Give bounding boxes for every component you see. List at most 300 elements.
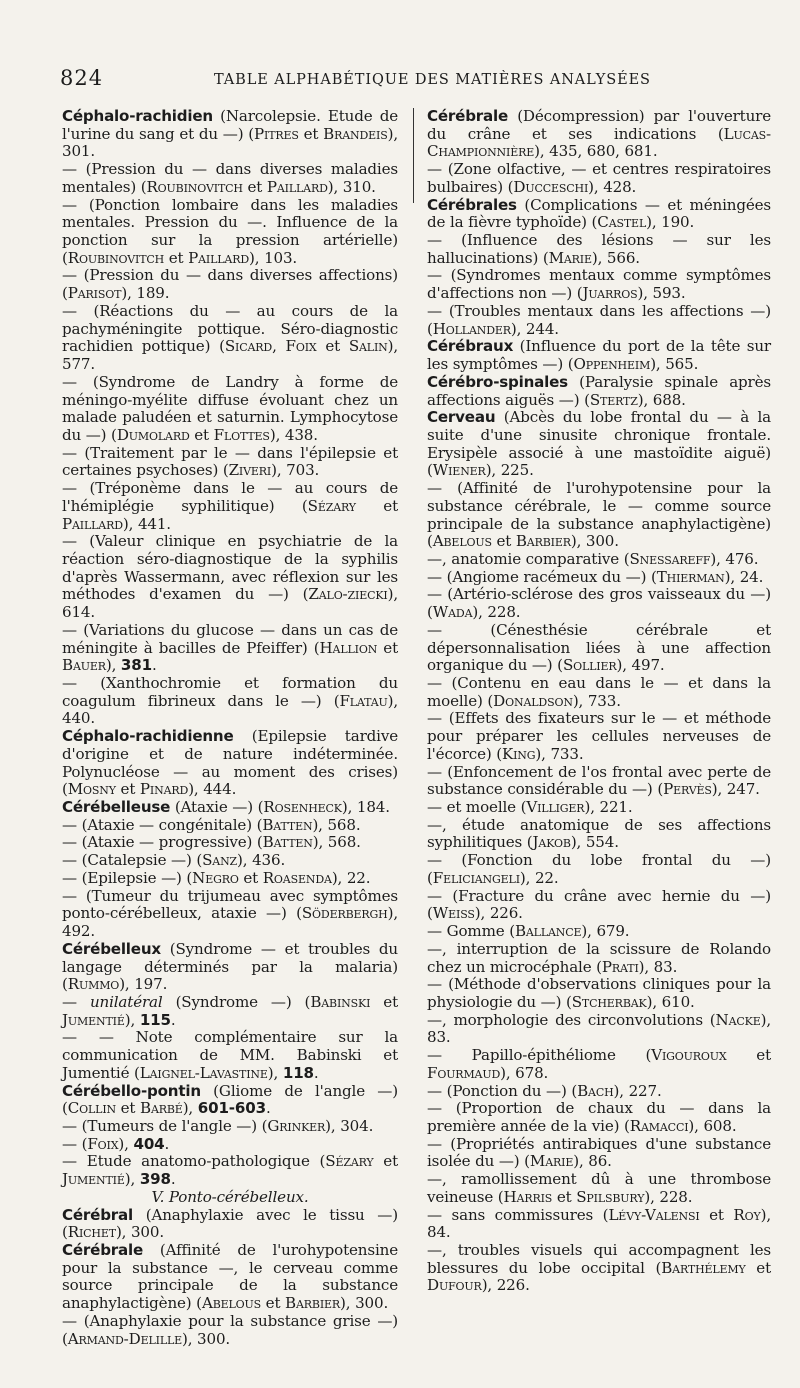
entry-text: et: [491, 532, 516, 551]
author-name: Pervès: [663, 780, 712, 799]
entry-text: ), 733.: [535, 744, 584, 763]
entry-text: ), 300.: [182, 1329, 231, 1348]
entry-text: et: [316, 337, 349, 356]
author-name: Wada: [432, 603, 473, 622]
entry-text: ), 444.: [188, 780, 237, 799]
entry-text: ), 225.: [485, 461, 534, 480]
entry-text: ), 300.: [570, 532, 619, 551]
entry-text: — (Ataxie — progressive) (: [62, 833, 263, 852]
entry-text: —, interruption de la scissure de Rolando chez un microcéphale (: [427, 939, 771, 976]
entry-headword: Céphalo-rachidienne: [62, 727, 234, 746]
author-name: Ballance: [514, 922, 582, 941]
entry-text: (Epilepsie tardive d'origine et de nature indéterminée. Polynucléose — au moment des crises) (: [62, 727, 398, 799]
author-name: Marie: [529, 1152, 574, 1171]
author-name: Richet: [67, 1223, 116, 1242]
entry-text: .: [170, 1010, 176, 1029]
author-name: Sézary: [307, 496, 356, 515]
author-name: Spilsbury: [576, 1187, 645, 1206]
author-name: Flatau: [339, 691, 388, 710]
entry-text: (Syndrome —) (: [162, 992, 311, 1011]
entry-text: — (Affinité de l'urohypotensine pour la substance cérébrale, le — comme source principale de la substance anaphylactigène) (: [427, 479, 771, 551]
entry-text: ), 227.: [613, 1081, 662, 1100]
entry-text: — (Influence des lésions — sur les hallucinations) (: [427, 231, 771, 267]
author-name: Ramacci: [629, 1116, 689, 1135]
author-name: Rosenheck: [263, 798, 342, 817]
entry-headword: Cérébraux: [427, 337, 514, 356]
index-entry: [62, 728, 398, 799]
author-name: Stertz: [589, 390, 638, 409]
entry-headword: Cérébelleux: [62, 939, 161, 958]
entry-text: et: [164, 248, 189, 267]
entry-text: ), 226.: [474, 904, 523, 923]
author-name: Bach: [577, 1081, 614, 1100]
entry-text: ), 476.: [710, 549, 759, 568]
entry-text: — (Fonction du lobe frontal du —) (: [427, 851, 771, 887]
index-entry: [62, 675, 398, 728]
author-name: Ducceschi: [513, 177, 589, 196]
index-entry: [62, 941, 398, 994]
entry-text: ,: [272, 337, 286, 356]
entry-text: (Ataxie —) (: [170, 798, 264, 817]
entry-text: et: [242, 177, 267, 196]
entry-text: ), 221.: [584, 798, 633, 817]
entry-text: — (Cénesthésie cérébrale et dépersonnalisation liées à une affection organique du —) (: [427, 620, 771, 675]
entry-text: ), 184.: [341, 798, 390, 817]
author-name: Roubinovitch: [67, 248, 165, 267]
index-entry: [427, 675, 771, 710]
entry-text: et: [189, 425, 214, 444]
entry-text: et: [726, 1046, 771, 1065]
index-entry: [62, 1313, 398, 1348]
author-name: Abelous: [432, 532, 492, 551]
entry-text: et: [552, 1187, 577, 1206]
entry-text: — (Syndrome de Landry à forme de méningo-myélite diffuse évoluant chez un malade paludéen et saturnin. Lymphocytose du —) (: [62, 372, 398, 444]
entry-text: ), 436.: [237, 851, 286, 870]
author-name: Juarros: [582, 284, 638, 303]
author-name: Barthélemy: [661, 1258, 746, 1277]
entry-text: ), 568.: [312, 815, 361, 834]
author-name: Donaldson: [493, 691, 573, 710]
index-entry: [427, 1242, 771, 1295]
entry-text: (Complications — et méningées de la fièvre typhoïde) (: [427, 195, 771, 232]
author-name: Sézary: [325, 1152, 374, 1171]
entry-text: ), 244.: [510, 319, 559, 338]
entry-text: (Anaphylaxie avec le tissu —) (: [62, 1205, 398, 1242]
entry-text: — (Xanthochromie et formation du coagulum fibrineux dans le —) (: [62, 674, 398, 710]
index-entry: [62, 1242, 398, 1313]
entry-text: ), 247.: [711, 780, 760, 799]
entry-headword: Cérébello-pontin: [62, 1081, 201, 1100]
entry-text: ), 610.: [646, 992, 695, 1011]
index-entry: [427, 817, 771, 852]
author-name: Dumolard: [116, 425, 190, 444]
index-entry: [62, 161, 398, 196]
entry-text: ),: [124, 1170, 140, 1189]
author-name: Laignel-Lavastine: [139, 1063, 268, 1082]
index-entry: [62, 1118, 398, 1136]
author-name: Jumentié: [62, 1170, 125, 1189]
author-name: Paillard: [266, 177, 328, 196]
author-name: Babinski: [310, 992, 371, 1011]
entry-text: —, morphologie des circonvolutions (: [427, 1010, 716, 1029]
entry-text: et: [373, 1152, 398, 1171]
index-entry: [62, 108, 398, 161]
entry-text: — (Proportion de chaux du — dans la première année de la vie) (: [427, 1099, 771, 1135]
page-reference-bold: 398: [139, 1170, 171, 1189]
author-name: Paillard: [62, 514, 123, 533]
author-name: Paillard: [188, 248, 250, 267]
page-reference-bold: 601-603: [197, 1099, 266, 1118]
index-entry: [427, 409, 771, 480]
author-name: Stcherbak: [571, 992, 647, 1011]
entry-text: ), 84.: [427, 1205, 772, 1242]
author-name: Weiss: [432, 904, 475, 923]
author-name: Jumentié: [62, 1010, 125, 1029]
index-entry: [62, 533, 398, 622]
index-entry: [62, 1153, 398, 1188]
entry-text: et: [377, 638, 398, 657]
entry-text: — (Pression du — dans diverses affections) (: [62, 266, 398, 303]
author-name: Harris: [503, 1187, 553, 1206]
author-name: Nacke: [715, 1010, 761, 1029]
entry-text: ), 440.: [62, 691, 398, 728]
page-reference-bold: 118: [282, 1063, 314, 1082]
index-entry: [62, 303, 398, 374]
entry-text: — (Syndromes mentaux comme symptômes d'affections non —) (: [427, 266, 771, 303]
entry-text: — Gomme (: [427, 922, 515, 941]
author-name: Villiger: [526, 798, 585, 817]
index-entry: [427, 161, 771, 196]
author-name: King: [501, 744, 536, 763]
author-name: Roy: [733, 1205, 761, 1224]
author-name: Barbier: [285, 1294, 341, 1313]
entry-text: — (Artério-sclérose des gros vaisseaux du —) (: [427, 585, 771, 622]
entry-text: — (Ataxie — congénitale) (: [62, 815, 263, 834]
index-entry: [427, 710, 771, 763]
entry-text: (Gliome de l'angle —) (: [62, 1081, 398, 1118]
page-reference-bold: 404: [133, 1134, 165, 1153]
author-name: Barbier: [515, 532, 571, 551]
entry-text: ), 593.: [637, 284, 686, 303]
author-name: Sicard: [224, 337, 273, 356]
entry-text: ), 22.: [519, 868, 559, 887]
page-header: [60, 66, 772, 94]
entry-headword: Cérébrale: [62, 1241, 144, 1259]
index-entry: [427, 799, 771, 817]
author-name: Collin: [67, 1099, 116, 1118]
index-entry: [62, 870, 398, 888]
index-entry: [427, 374, 771, 409]
right-column: [427, 108, 771, 1295]
index-entry: [427, 1207, 771, 1242]
entry-text: (Syndrome — et troubles du langage déterminés par la malaria) (: [62, 939, 398, 994]
author-name: Hollander: [432, 319, 511, 338]
entry-text: ), 428.: [588, 177, 637, 196]
entry-text: et: [116, 1099, 140, 1118]
entry-text: ), 614.: [62, 585, 398, 622]
entry-headword: Cérébro-spinales: [427, 372, 568, 391]
entry-text: —, anatomie comparative (: [427, 549, 630, 568]
index-entry: [427, 232, 771, 267]
entry-text: (Narcolepsie. Etude de l'urine du sang et du —) (: [62, 107, 398, 143]
entry-text: ),: [118, 1134, 134, 1153]
index-entry: [427, 923, 771, 941]
index-entry: [62, 374, 398, 445]
entry-text: — (Effets des fixateurs sur le — et méthode pour préparer les cellules nerveuses de l'écorce) (: [427, 709, 771, 763]
entry-text: .: [164, 1134, 170, 1153]
author-name: Rummo: [67, 975, 120, 994]
entry-text: — Etude anatomo-pathologique (: [62, 1152, 326, 1171]
entry-text: — (Méthode d'observations cliniques pour la physiologie du —) (: [427, 975, 771, 1011]
index-entry: [62, 799, 398, 817]
entry-text: — (Pression du — dans diverses maladies mentales) (: [62, 160, 398, 196]
index-entry: [62, 267, 398, 302]
author-name: Pitres: [254, 124, 299, 143]
index-entry: [62, 852, 398, 870]
entry-text: et: [370, 992, 398, 1011]
index-entry: [62, 1136, 398, 1154]
entry-text: ), 304.: [325, 1116, 374, 1135]
index-entry: [427, 852, 771, 887]
index-entry: [427, 303, 771, 338]
entry-text: (Influence du port de la tête sur les symptômes —) (: [427, 337, 771, 374]
entry-text: — (: [62, 1134, 88, 1153]
entry-text: ),: [182, 1099, 198, 1118]
entry-text: ), 441.: [122, 514, 171, 533]
entry-text: — (Réactions du — au cours de la pachyméningite pottique. Séro-diagnostic rachidien pottique) (: [62, 301, 398, 356]
entry-text: — (Catalepsie —) (: [62, 851, 203, 870]
entry-text: et: [298, 124, 324, 143]
entry-text: .: [313, 1063, 319, 1082]
author-name: Castel: [597, 213, 647, 232]
author-name: Feliciangeli: [432, 868, 520, 887]
entry-text: — (Tréponème dans le — au cours de l'hémiplégie syphilitique) (: [62, 479, 398, 515]
entry-text: (Décompression) par l'ouverture du crâne et ses indications (: [427, 107, 771, 143]
entry-text: — (Enfoncement de l'os frontal avec perte de substance considérable du —) (: [427, 762, 771, 799]
index-entry: [62, 197, 398, 268]
entry-headword: Céphalo-rachidien: [62, 107, 213, 125]
entry-text: ),: [267, 1063, 283, 1082]
entry-text: ), 189.: [121, 284, 170, 303]
author-name: Mosny: [67, 780, 116, 799]
author-name: Zalo-ziecki: [308, 585, 388, 604]
index-entry: [62, 888, 398, 941]
entry-text: et: [115, 780, 140, 799]
entry-text: — Papillo-épithéliome (: [427, 1046, 652, 1065]
entry-text: ), 554.: [570, 833, 619, 852]
index-entry: [427, 976, 771, 1011]
entry-headword: Cerveau: [427, 408, 496, 427]
author-name: Abelous: [201, 1294, 262, 1313]
entry-text: — (Propriétés antirabiques d'une substance isolée du —) (: [427, 1134, 771, 1171]
entry-text: ), 83.: [427, 1010, 771, 1047]
index-entry: [427, 1136, 771, 1171]
index-entry: [427, 1171, 771, 1206]
entry-text: ),: [105, 656, 121, 675]
entry-text: ), 228.: [644, 1187, 693, 1206]
entry-text: ), 103.: [249, 248, 298, 267]
author-name: Jakob: [532, 833, 571, 852]
author-name: Parisot: [67, 284, 122, 303]
author-name: Armand-Delille: [67, 1329, 183, 1348]
entry-text: ), 565.: [650, 355, 699, 374]
page-number: 824: [60, 66, 104, 90]
entry-headword: Cérébrales: [427, 195, 517, 214]
author-name: Bauer: [62, 656, 106, 675]
entry-text: — (Valeur clinique en psychiatrie de la réaction séro-diagnostique de la syphilis d'après Wassermann, avec réflexion sur les méthodes d'examen du —) (: [62, 532, 398, 604]
entry-text: et: [745, 1258, 771, 1277]
entry-text: — (Troubles mentaux dans les affections —) (: [427, 301, 771, 338]
entry-text: ), 24.: [724, 567, 764, 586]
author-name: Sanz: [202, 851, 238, 870]
entry-text: ), 703.: [271, 461, 320, 480]
page-reference-bold: 381: [120, 656, 152, 675]
author-name: Vigouroux: [651, 1046, 727, 1065]
index-entry: [427, 551, 771, 569]
entry-text: ), 228.: [472, 603, 521, 622]
entry-text: — (Ponction lombaire dans les maladies mentales. Pression du —. Influence de la ponction sur la pression artérielle) (: [62, 195, 398, 267]
author-name: Marie: [548, 248, 592, 267]
author-name: Prati: [601, 957, 639, 976]
author-name: Sollier: [562, 656, 617, 675]
entry-text: et: [261, 1294, 286, 1313]
index-entry: [427, 338, 771, 373]
author-name: Grinker: [267, 1116, 326, 1135]
index-entry: [427, 1047, 771, 1082]
entry-text: (Abcès du lobe frontal du — à la suite d'une sinusite chronique frontale. Erysipèle associé à une mastoïdite aiguë) (: [427, 408, 771, 480]
entry-text: — (Contenu en eau dans le — et dans la moelle) (: [427, 674, 771, 710]
author-name: Barbé: [140, 1099, 183, 1118]
index-entry: [427, 108, 771, 161]
entry-text: — (Variations du glucose — dans un cas de méningite à bacilles de Pfeiffer) (: [62, 620, 398, 657]
index-entry: [62, 1207, 398, 1242]
author-name: Foix: [87, 1134, 119, 1153]
author-name: Batten: [262, 833, 313, 852]
entry-text: .: [170, 1170, 176, 1189]
entry-text: et: [699, 1205, 734, 1224]
index-entry: [427, 480, 771, 551]
index-entry: [427, 569, 771, 587]
entry-text: —, étude anatomique de ses affections syphilitiques (: [427, 815, 771, 852]
entry-text: — — Note complémentaire sur la communication de MM. Babinski et Jumentié (: [62, 1028, 398, 1082]
entry-text: —: [62, 992, 90, 1011]
italic-term: unilatéral: [89, 992, 163, 1011]
entry-text: —, troubles visuels qui accompagnent les blessures du lobe occipital (: [427, 1241, 771, 1277]
index-entry: [427, 1012, 771, 1047]
entry-text: ), 310.: [327, 177, 376, 196]
entry-text: — (Zone olfactive, — et centres respiratoires bulbaires) (: [427, 160, 771, 196]
entry-text: ), 608.: [688, 1116, 737, 1135]
entry-text: —, ramollissement dû à une thrombose veineuse (: [427, 1170, 771, 1206]
author-name: Ziveri: [228, 461, 272, 480]
entry-text: ), 300.: [115, 1223, 164, 1242]
author-name: Batten: [262, 815, 313, 834]
entry-text: ), 679.: [581, 922, 630, 941]
entry-text: ), 83.: [638, 957, 678, 976]
author-name: Salin: [348, 337, 388, 356]
entry-text: ), 438.: [269, 425, 318, 444]
index-entry: [62, 994, 398, 1029]
index-entry: [62, 1189, 398, 1207]
entry-text: ), 22.: [331, 868, 371, 887]
index-entry: [427, 764, 771, 799]
index-entry: [62, 480, 398, 533]
entry-text: — et moelle (: [427, 798, 527, 817]
entry-headword: Cérébral: [62, 1205, 134, 1224]
entry-text: ), 678.: [500, 1063, 549, 1082]
index-entry: [62, 622, 398, 675]
entry-text: ),: [124, 1010, 140, 1029]
index-entry: [427, 1083, 771, 1101]
entry-text: — (Tumeurs de l'angle —) (: [62, 1116, 268, 1135]
author-name: Brandeis: [323, 124, 388, 143]
entry-text: — (Ponction du —) (: [427, 1081, 578, 1100]
entry-text: ), 492.: [62, 904, 398, 941]
entry-text: — (Angiome racémeux du —) (: [427, 567, 657, 586]
author-name: Dufour: [427, 1276, 482, 1295]
running-title: TABLE ALPHABÉTIQUE DES MATIÈRES ANALYSÉES: [214, 72, 651, 88]
entry-text: — (Epilepsie —) (: [62, 868, 193, 887]
entry-text: et: [355, 496, 398, 515]
author-name: Pinard: [139, 780, 189, 799]
cross-reference: V. Ponto-cérébelleux.: [151, 1187, 309, 1206]
author-name: Flottes: [213, 425, 270, 444]
index-entry: [427, 1100, 771, 1135]
entry-text: — sans commissures (: [427, 1205, 609, 1224]
entry-text: — (Anaphylaxie pour la substance grise —) (: [62, 1311, 398, 1348]
author-name: Roasenda: [262, 868, 332, 887]
column-rule: [413, 108, 414, 203]
index-entry: [427, 197, 771, 232]
entry-text: ), 568.: [312, 833, 361, 852]
author-name: Wiener: [432, 461, 486, 480]
entry-text: .: [265, 1099, 271, 1118]
author-name: Fourmaud: [427, 1063, 501, 1082]
author-name: Foix: [285, 337, 317, 356]
entry-text: ), 226.: [481, 1276, 530, 1295]
index-entry: [62, 1083, 398, 1118]
entry-text: — (Fracture du crâne avec hernie du —) (: [427, 886, 771, 923]
author-name: Hallion: [319, 638, 378, 657]
author-name: Oppenheim: [573, 355, 651, 374]
index-entry: [62, 1029, 398, 1082]
entry-text: ), 300.: [340, 1294, 389, 1313]
entry-text: ), 577.: [62, 337, 399, 374]
entry-text: ), 566.: [591, 248, 640, 267]
index-entry: [62, 445, 398, 480]
entry-text: ), 197.: [119, 975, 168, 994]
index-entry: [62, 834, 398, 852]
author-name: Snessareff: [629, 549, 711, 568]
entry-headword: Cérébrale: [427, 107, 509, 125]
entry-text: .: [151, 656, 157, 675]
entry-text: ), 733.: [572, 691, 621, 710]
entry-text: — (Tumeur du trijumeau avec symptômes ponto-cérébelleux, ataxie —) (: [62, 886, 398, 923]
index-entry: [427, 622, 771, 675]
author-name: Thierman: [656, 567, 725, 586]
author-name: Lucas-Championnière: [427, 124, 771, 161]
index-entry: [427, 586, 771, 621]
entry-text: ), 301.: [62, 124, 399, 161]
author-name: Lévy-Valensi: [608, 1205, 700, 1224]
index-entry: [62, 817, 398, 835]
left-column: [62, 108, 398, 1348]
entry-text: ), 190.: [646, 213, 695, 232]
entry-headword: Cérébelleuse: [62, 798, 171, 817]
index-entry: [427, 941, 771, 976]
author-name: Negro: [192, 868, 239, 887]
entry-text: ), 435, 680, 681.: [534, 142, 658, 161]
